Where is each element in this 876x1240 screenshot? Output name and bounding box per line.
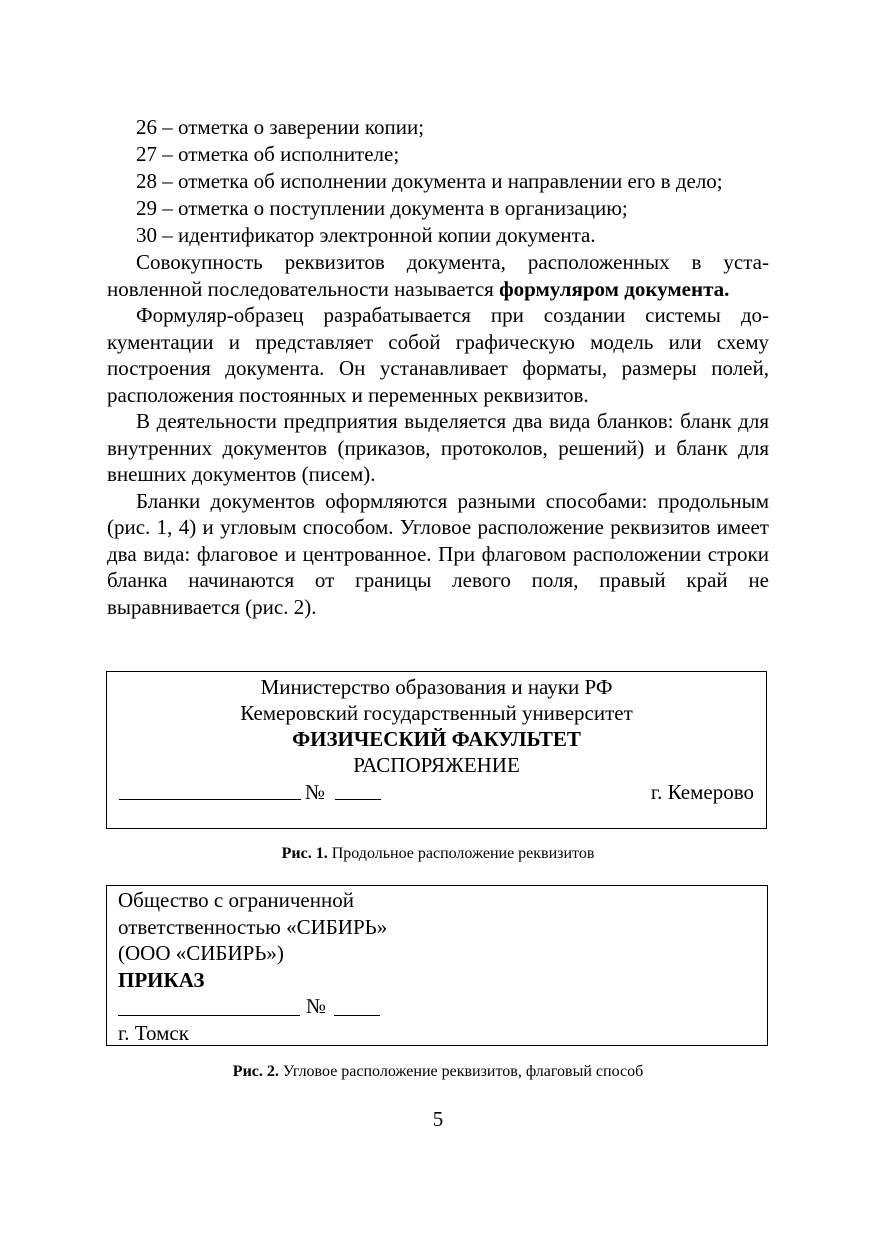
date-blank-line (119, 781, 301, 800)
number-sign: № (305, 780, 326, 804)
date-number-row (118, 993, 767, 1020)
document-type-line: ПРИКАЗ (118, 967, 205, 992)
figure-1-longitudinal-blank (106, 671, 767, 829)
figure-2-caption (0, 1062, 876, 1082)
list-item: 26 – отметка о заверении копии; (136, 115, 425, 139)
date-number-row (107, 779, 766, 805)
list-item: 28 – отметка об исполнении документа и направлении его в дело; (136, 169, 723, 193)
caption-text: Угловое расположение реквизитов, флаговый способ (278, 1063, 644, 1080)
paragraph-formular-definition (107, 249, 769, 302)
faculty-line: ФИЗИЧЕСКИЙ ФАКУЛЬТЕТ (292, 727, 581, 751)
figure-2-corner-blank (106, 885, 768, 1046)
number-blank-line (334, 997, 380, 1016)
list-item: 30 – идентификатор электронной копии документа. (136, 223, 596, 247)
paragraph-formular-sample: Формуляр-образец разрабатывается при создании системы документации и представляет собой графическую модель или схему построения документа. Он устанавливает форматы, размеры полей, расположения постоянных и переменных реквизитов. (107, 303, 769, 407)
caption-text: Продольное расположение реквизитов (327, 845, 595, 862)
paragraph-text: Совокупность реквизитов документа, расположенных в установленной последовательности называется (107, 250, 769, 301)
date-blank-line (118, 997, 300, 1016)
term-formular: формуляром документа. (499, 276, 730, 301)
document-type-line: РАСПОРЯЖЕНИЕ (353, 753, 520, 777)
number-sign: № (306, 994, 327, 1018)
number-blank-line (335, 781, 381, 800)
org-line-2: ответственностью «СИБИРЬ» (118, 914, 388, 939)
document-body (107, 114, 769, 620)
list-item: 27 – отметка об исполнителе; (136, 142, 400, 166)
org-short-name: (ООО «СИБИРЬ») (118, 941, 284, 965)
university-line: Кемеровский государственный университет (240, 701, 633, 725)
city-label: г. Томск (118, 1020, 189, 1045)
page-number: 5 (432, 1107, 444, 1131)
ministry-line: Министерство образования и науки РФ (260, 675, 613, 699)
caption-label: Рис. 2. (232, 1063, 279, 1080)
paragraph-blank-types: В деятельности предприятия выделяется два вида бланков: бланк для внутренних документов (приказов, протоколов, решений) и бланк для внешних документов (писем). (107, 409, 769, 486)
caption-label: Рис. 1. (281, 845, 328, 862)
list-item: 29 – отметка о поступлении документа в организацию; (136, 196, 628, 220)
paragraph-blank-methods: Бланки документов оформляются разными способами: продольным (рис. 1, 4) и угловым способом. Угловое расположение реквизитов имеет два вида: флаговое и центрованное. При флаговом расположении строки бланка начинаются от границы левого поля, правый край не выравнивается (рис. 2). (107, 488, 769, 619)
figure-1-caption (0, 844, 876, 864)
city-label: г. Кемерово (650, 780, 754, 804)
org-line-1: Общество с ограниченной (118, 888, 354, 912)
